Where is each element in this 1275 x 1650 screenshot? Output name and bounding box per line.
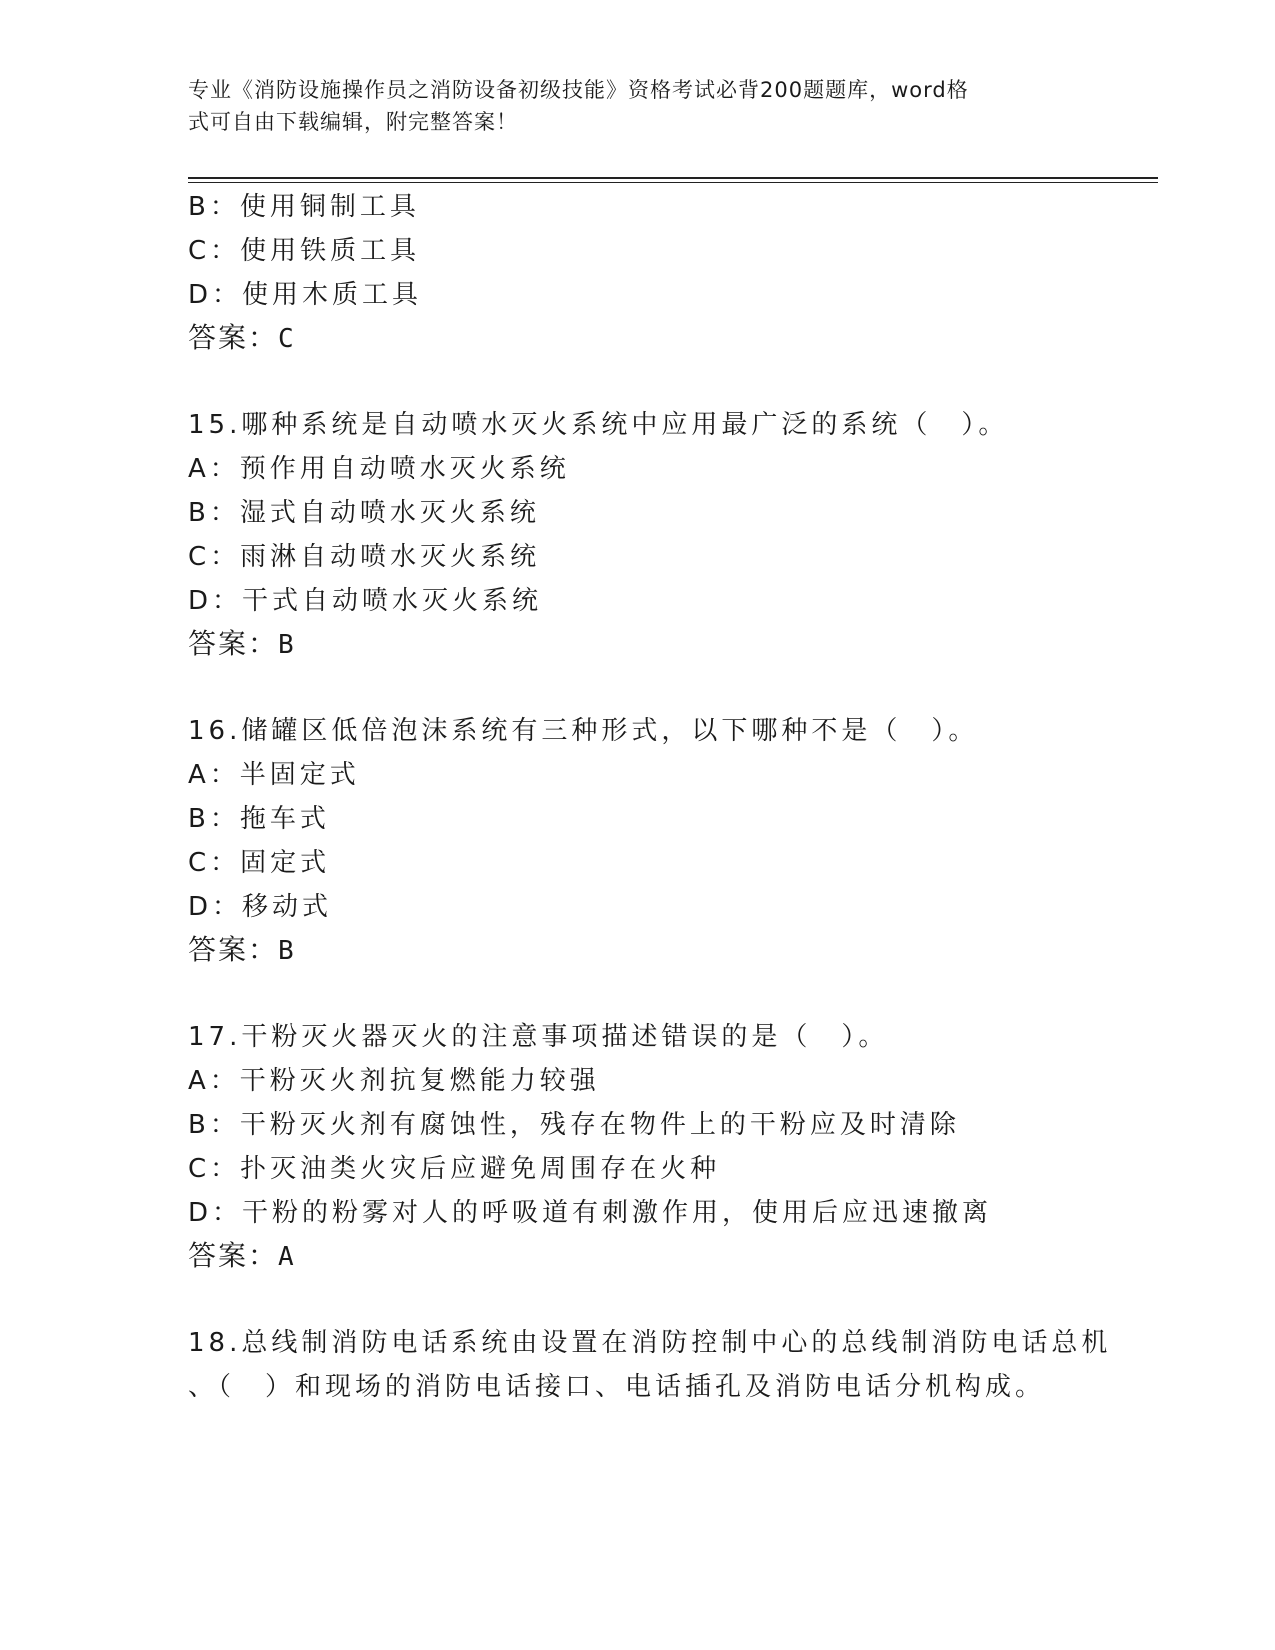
option-c: C：使用铁质工具 (188, 236, 421, 266)
question-stem-line-1: 18.总线制消防电话系统由设置在消防控制中心的总线制消防电话总机 (188, 1328, 1112, 1358)
option-d: D：移动式 (188, 892, 333, 922)
answer-value: A (278, 1242, 295, 1272)
answer-line (188, 316, 295, 356)
question-stem: 15.哪种系统是自动喷水灭火系统中应用最广泛的系统（ ）。 (188, 410, 1009, 440)
answer-line (188, 1234, 295, 1274)
question-stem-line-2: 、（ ）和现场的消防电话接口、电话插孔及消防电话分机构成。 (188, 1372, 1046, 1402)
answer-label: 答案： (188, 1239, 279, 1272)
option-b: B：使用铜制工具 (188, 192, 420, 222)
document-header (188, 74, 1078, 138)
option-c: C：固定式 (188, 848, 331, 878)
header-text-line-1: 专业《消防设施操作员之消防设备初级技能》资格考试必背200题题库，word格 (188, 78, 969, 102)
answer-line (188, 622, 295, 662)
answer-label: 答案： (188, 933, 279, 966)
question-stem: 17.干粉灭火器灭火的注意事项描述错误的是（ ）。 (188, 1022, 889, 1052)
option-b: B：拖车式 (188, 804, 330, 834)
question-stem: 16.储罐区低倍泡沫系统有三种形式，以下哪种不是（ ）。 (188, 716, 979, 746)
answer-value: B (278, 936, 295, 966)
header-divider-thick (188, 177, 1158, 179)
option-a: A：干粉灭火剂抗复燃能力较强 (188, 1066, 600, 1096)
option-b: B：干粉灭火剂有腐蚀性，残存在物件上的干粉应及时清除 (188, 1110, 960, 1140)
header-text-line-2: 式可自由下载编辑，附完整答案！ (188, 110, 518, 134)
answer-label: 答案： (188, 321, 279, 354)
header-divider-thin (188, 182, 1158, 183)
option-a: A：预作用自动喷水灭火系统 (188, 454, 570, 484)
option-b: B：湿式自动喷水灭火系统 (188, 498, 540, 528)
option-d: D：干式自动喷水灭火系统 (188, 586, 543, 616)
answer-value: C (278, 324, 295, 354)
answer-line (188, 928, 295, 968)
answer-value: B (278, 630, 295, 660)
option-c: C：雨淋自动喷水灭火系统 (188, 542, 541, 572)
option-d: D：使用木质工具 (188, 280, 423, 310)
option-d: D：干粉的粉雾对人的呼吸道有刺激作用，使用后应迅速撤离 (188, 1198, 993, 1228)
option-c: C：扑灭油类火灾后应避免周围存在火种 (188, 1154, 721, 1184)
answer-label: 答案： (188, 627, 279, 660)
option-a: A：半固定式 (188, 760, 360, 790)
